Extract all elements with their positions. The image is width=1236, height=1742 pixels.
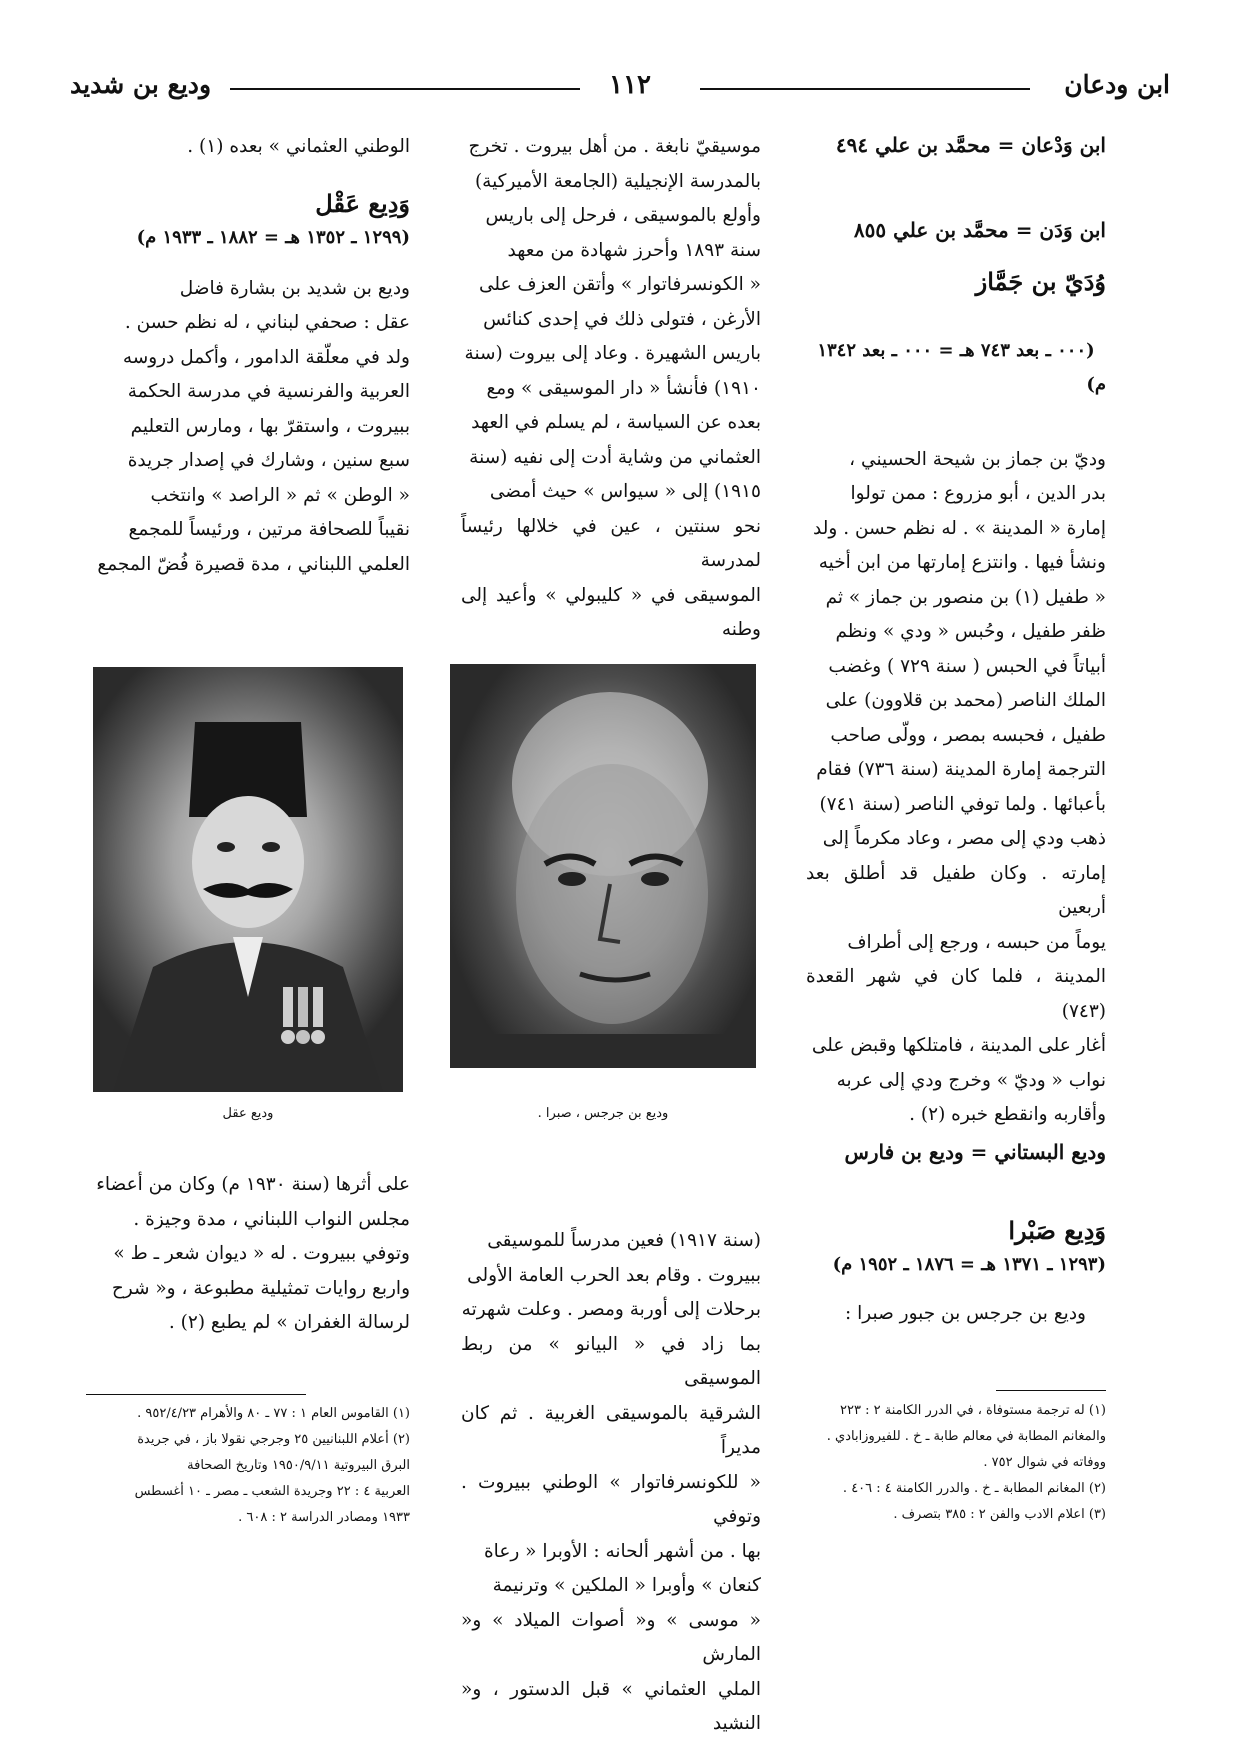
footnote-rule-left — [86, 1394, 306, 1395]
aql-title: وَدِيع عَقْل — [315, 188, 410, 218]
caption-wadi-aql: وديع عقل — [222, 1106, 274, 1121]
entry-ibn-wadan: ابن وَدَن = محمَّد بن علي ٨٥٥ — [853, 217, 1106, 242]
body-line: نواب « وديّ » وخرج ودي إلى عربه — [836, 1069, 1106, 1091]
middle-column-bottom — [461, 1224, 761, 1742]
body-line: أبياتاً في الحبس ( سنة ٧٢٩ ) وغضب — [828, 655, 1106, 677]
wadi-dates: (٠٠٠ ـ بعد ٧٤٣ هـ = ٠٠٠ ـ بعد ١٣٤٢ م) — [817, 339, 1106, 395]
footnote-line: (٣) اعلام الادب والفن ٢ : ٣٨٥ بتصرف . — [893, 1507, 1106, 1522]
portrait-sabra-icon — [450, 664, 756, 1068]
right-column — [806, 128, 1106, 1133]
footnotes-left — [85, 1401, 410, 1531]
body-line: العربية والفرنسية في مدرسة الحكمة — [127, 381, 410, 402]
body-line: وديع بن شديد بن بشارة فاضل — [179, 277, 410, 299]
body-line: أغار على المدينة ، فامتلكها وقبض على — [811, 1035, 1106, 1056]
body-line: « الكونسرفاتوار » وأتقن العزف على — [478, 274, 761, 295]
body-line: الملي العثماني » قبل الدستور ، و« النشيد — [461, 1678, 761, 1734]
body-line: مجلس النواب اللبناني ، مدة وجيزة . — [133, 1208, 410, 1230]
body-line: بدر الدين ، أبو مزروع : ممن تولوا — [850, 483, 1106, 504]
body-line: كنعان » وأوبرا « الملكين » وترنيمة — [492, 1575, 761, 1596]
body-line: إمارة « المدينة » . له نظم حسن . ولد — [813, 517, 1106, 539]
body-line: نقيباً للصحافة مرتين ، ورئيساً للمجمع — [128, 519, 410, 540]
body-line: موسيقيّ نابغة . من أهل بيروت . تخرج — [468, 136, 761, 157]
body-line: المدينة ، فلما كان في شهر القعدة (٧٤٣) — [806, 966, 1106, 1022]
body-line: سبع سنين ، وشارك في إصدار جريدة — [127, 450, 410, 471]
body-line: سنة ١٨٩٣ وأحرز شهادة من معهد — [507, 239, 761, 261]
footnote-line: العربية ٤ : ٢٢ وجريدة الشعب ـ مصر ـ ١٠ أغسطس — [134, 1484, 410, 1499]
body-line: بها . من أشهر ألحانه : الأوبرا « رعاة — [483, 1540, 761, 1562]
body-line: الملك الناصر (محمد بن قلاوون) على — [825, 690, 1106, 711]
body-line: الأرغن ، فتولى ذلك في إحدى كنائس — [483, 308, 761, 330]
body-line: « طفيل (١) بن منصور بن جماز » ثم — [825, 586, 1106, 608]
aql-dates: (١٢٩٩ ـ ١٣٥٢ هـ = ١٨٨٢ ـ ١٩٣٣ م) — [136, 227, 410, 248]
body-line: برحلات إلى أوربة ومصر . وعلت شهرته — [461, 1299, 761, 1320]
sabra-body: وديع بن جرجس بن جبور صبرا : — [845, 1302, 1086, 1324]
right-column-lower — [806, 1135, 1106, 1331]
footnote-line: ١٩٣٣ ومصادر الدراسة ٢ : ٦٠٨ . — [238, 1510, 410, 1525]
body-line: « موسى » و« أصوات الميلاد » و« المارش — [461, 1609, 761, 1665]
entry-ibn-wadaan: ابن وَدْعان = محمَّد بن علي ٤٩٤ — [835, 133, 1106, 157]
portrait-aql-icon — [93, 667, 403, 1092]
header-left-entry: وديع بن شديد — [70, 70, 212, 99]
body-line: ١٩١٠) فأنشأ « دار الموسيقى » ومع — [486, 377, 761, 399]
body-line: وديّ بن جماز بن شيحة الحسيني ، — [849, 448, 1106, 470]
footnotes-right — [796, 1398, 1106, 1528]
middle-column-top — [461, 130, 761, 648]
photo-wadi-aql — [93, 667, 403, 1092]
body-line: الشرقية بالموسيقى الغربية . ثم كان مديراً — [461, 1402, 761, 1458]
body-line: ذهب ودي إلى مصر ، وعاد مكرماً إلى — [822, 828, 1106, 849]
footnote-line: البرق البيروتية ١٩٥٠/٩/١١ وتاريخ الصحافة — [187, 1458, 410, 1473]
body-line: الترجمة إمارة المدينة (سنة ٧٣٦) فقام — [816, 759, 1106, 780]
body-line: بالمدرسة الإنجيلية (الجامعة الأميركية) — [474, 170, 761, 192]
body-line: نحو سنتين ، عين في خلالها رئيساً لمدرسة — [461, 515, 761, 571]
header-rule-left — [230, 88, 580, 90]
page-number: ١١٢ — [609, 70, 651, 100]
body-line: « للكونسرفاتوار » الوطني ببيروت . وتوفي — [461, 1471, 761, 1527]
footnote-line: (١) له ترجمة مستوفاة ، في الدرر الكامنة ٢ : ٢٢٣ — [840, 1403, 1106, 1418]
body-line: بأعبائها . ولما توفي الناصر (سنة ٧٤١) — [819, 793, 1106, 815]
body-line: العلمي اللبناني ، مدة قصيرة فُضّ المجمع — [97, 553, 410, 575]
body-line: ظفر طفيل ، وحُبس « ودي » ونظم — [835, 621, 1106, 642]
footnote-line: (٢) أعلام اللبنانيين ٢٥ وجرجي نقولا باز ، في جريدة — [137, 1432, 410, 1447]
page-header — [70, 70, 1170, 110]
caption-wadi-sabra: وديع بن جرجس ، صبرا . — [537, 1106, 669, 1121]
body-line: عقل : صحفي لبناني ، له نظم حسن . — [124, 312, 410, 333]
body-line: « الوطن » ثم « الراصد » وانتخب — [150, 484, 410, 506]
footnote-line: (١) القاموس العام ١ : ٧٧ ـ ٨٠ والأهرام ٩٥٢/٤/٢٣ . — [137, 1406, 410, 1421]
body-line: طفيل ، فحبسه بمصر ، وولّى صاحب — [830, 724, 1106, 746]
body-line: ونشأ فيها . وانتزع إمارتها من ابن أخيه — [818, 552, 1106, 573]
sabra-dates: (١٢٩٣ ـ ١٣٧١ هـ = ١٨٧٦ ـ ١٩٥٢ م) — [832, 1254, 1106, 1275]
body-line: ١٩١٥) إلى « سيواس » حيث أمضى — [489, 481, 761, 502]
body-line: واربع روايات تمثيلية مطبوعة ، و« شرح — [111, 1277, 410, 1299]
sabra-title: وَدِيع صَبْرا — [1008, 1215, 1106, 1245]
body-line: (سنة ١٩١٧) فعين مدرساً للموسيقى — [487, 1230, 761, 1251]
header-rule-right — [700, 88, 1030, 90]
body-line: وأقاربه وانقطع خبره (٢) . — [909, 1104, 1106, 1125]
body-line: بعده عن السياسة ، لم يسلم في العهد — [471, 412, 761, 433]
body-line: وتوفي ببيروت . له « ديوان شعر ـ ط » — [113, 1243, 410, 1264]
footnote-line: ووفاته في شوال ٧٥٢ . — [983, 1455, 1106, 1470]
body-line: إمارته . وكان طفيل قد أطلق بعد أربعين — [806, 862, 1106, 918]
left-column-bottom — [85, 1168, 410, 1341]
body-line: لرسالة الغفران » لم يطبع (٢) . — [168, 1312, 410, 1333]
body-line: على أثرها (سنة ١٩٣٠ م) وكان من أعضاء — [96, 1174, 410, 1195]
body-line: العثماني من وشاية أدت إلى نفيه (سنة — [469, 446, 761, 468]
body-line: ببيروت ، واستقرّ بها ، ومارس التعليم — [130, 415, 410, 437]
footnote-rule-right — [996, 1390, 1106, 1391]
body-line: الموسيقى في « كليبولي » وأعيد إلى وطنه — [461, 584, 761, 640]
left-column-top — [85, 130, 410, 582]
footnote-line: (٢) المغانم المطابة ـ خ . والدرر الكامنة ٤ : ٤٠٦ . — [842, 1481, 1106, 1496]
footnote-line: والمغانم المطابة في معالم طابة ـ خ . للفيروزابادي . — [826, 1429, 1106, 1444]
photo-wadi-sabra — [450, 664, 756, 1068]
wadi-title: وُدَيّ بن جَمَّاز — [975, 267, 1106, 296]
body-line: باريس الشهيرة . وعاد إلى بيروت (سنة — [464, 343, 761, 364]
header-right-entry: ابن ودعان — [1064, 70, 1170, 99]
body-line: بما زاد في « البيانو » من ربط الموسيقى — [461, 1333, 761, 1389]
body-line: يوماً من حبسه ، ورجع إلى أطراف — [847, 931, 1106, 953]
body-line: وأولع بالموسيقى ، فرحل إلى باريس — [485, 205, 761, 226]
entry-wadi-bustani: وديع البستاني = وديع بن فارس — [844, 1140, 1106, 1164]
body-line: ولد في معلّقة الدامور ، وأكمل دروسه — [122, 346, 410, 368]
left-top-line: الوطني العثماني » بعده (١) . — [187, 136, 410, 157]
body-line: ببيروت . وقام بعد الحرب العامة الأولى — [467, 1264, 761, 1286]
aql-body — [85, 272, 410, 583]
wadi-body — [806, 443, 1106, 1133]
